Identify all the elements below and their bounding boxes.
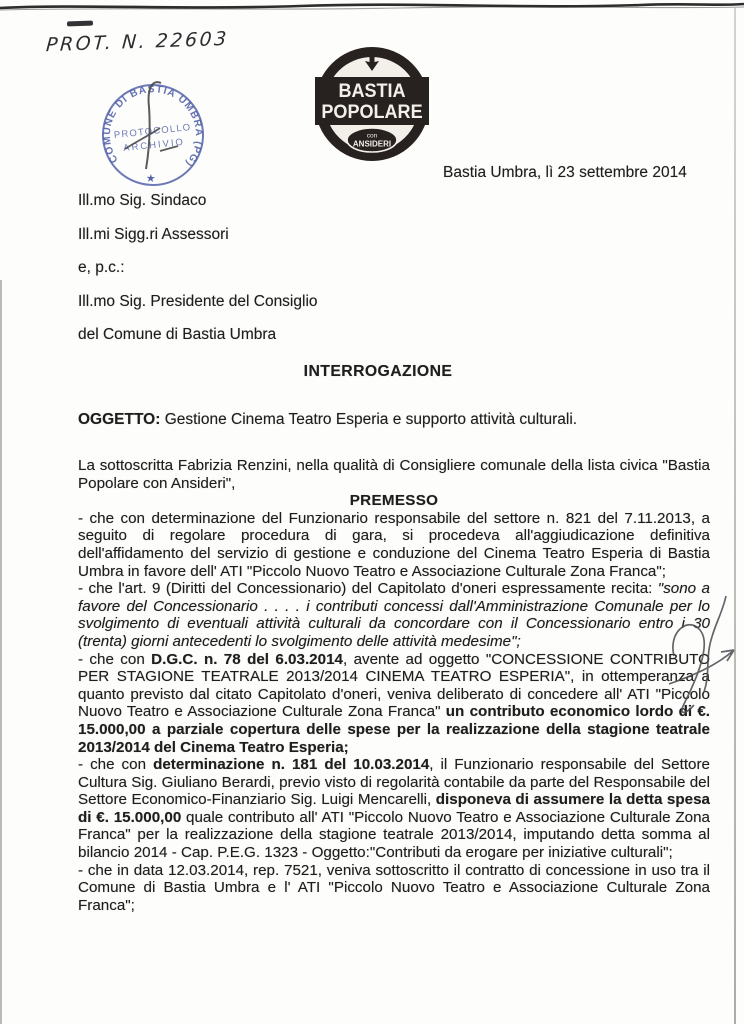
stamp-protocollo-text: PROTOCOLLO xyxy=(113,121,192,142)
recipient-line: e, p.c.: xyxy=(78,259,125,276)
recipient-line: del Comune di Bastia Umbra xyxy=(78,326,277,343)
document-title: INTERROGAZIONE xyxy=(303,363,453,380)
text-run: disponeva di assumere la detta spesa di €. 15.000,00 xyxy=(78,791,710,826)
text-run: determinazione n. 181 del 10.03.2014 xyxy=(153,756,430,774)
text-run: - che con xyxy=(78,756,154,774)
subject-line xyxy=(78,411,710,429)
logo-line1: BASTIA xyxy=(338,79,406,102)
text-run: - che con determinazione del Funzionario responsabile del settore n. 821 del 7.11.2013, a seguito di regolare procedura di gara, si procedeva all'aggiudicazione definitiva dell'affidamento del servizio di gestione e conduzione del Cinema Teatro Esperia di Bastia Umbra in favore dell' ATI "Piccolo Nuovo Teatro e Associazione Culturale Zona Franca"; xyxy=(78,509,710,580)
text-run: , avente ad oggetto "CONCESSIONE CONTRIBUTO PER STAGIONE TEATRALE 2013/2014 CINEMA TEATRO ESPERIA", in ottemperanza a quanto previsto dal citato Capitolato d'oneri, veniva deliberato di concedere all' ATI "Piccolo Nuovo Teatro e Associazione Culturale Zona Franca" xyxy=(78,650,710,721)
paragraph xyxy=(78,651,710,757)
document-body xyxy=(78,457,710,914)
paragraph xyxy=(78,580,710,650)
paragraph xyxy=(78,756,710,862)
text-run: , il Funzionario responsabile del Settore Cultura Sig. Giuliano Berardi, previo visto di regolarità contabile da parte del Responsabile del Settore Economico-Finanziario Sig. Luigi Mencarelli, xyxy=(78,756,710,809)
scan-edge-left xyxy=(0,280,2,1024)
text-run: - che in data 12.03.2014, rep. 7521, veniva sottoscritto il contratto di concessione in uso tra il Comune di Bastia Umbra e l' ATI "Piccolo Nuovo Teatro e Associazione Culturale Zona Franca"; xyxy=(78,861,710,914)
protocol-stamp xyxy=(92,74,214,196)
text-run: - che l'art. 9 (Diritti del Concessionario) del Capitolato d'oneri espressamente recita: xyxy=(78,580,658,598)
text-run: - che con xyxy=(78,650,152,668)
party-logo xyxy=(312,44,432,164)
stamp-archivio-text: ARCHIVIO xyxy=(122,136,186,155)
subject-text: Gestione Cinema Teatro Esperia e supporto attività culturali. xyxy=(160,411,578,428)
pen-dash-mark xyxy=(67,21,93,27)
recipient-line: Ill.mo Sig. Presidente del Consiglio xyxy=(78,292,318,310)
text-run: D.G.C. n. 78 del 6.03.2014 xyxy=(151,650,343,668)
scan-edge-top xyxy=(0,0,744,16)
date-line: Bastia Umbra, lì 23 settembre 2014 xyxy=(443,164,687,181)
subject-label: OGGETTO: xyxy=(78,411,161,428)
paragraph xyxy=(78,862,710,915)
recipient-line: Ill.mo Sig. Sindaco xyxy=(78,192,207,209)
protocol-number-handwritten: PROT. N. 22603 xyxy=(45,27,230,57)
recipient-line: Ill.mi Sigg.ri Assessori xyxy=(78,225,229,243)
logo-sub1: con xyxy=(366,132,378,140)
stamp-star-icon: ★ xyxy=(145,172,156,186)
text-run: "sono a favore del Concessionario . . . . i contributi concessi dall'Amministrazione Comunale per lo svolgimento di eventuali attività culturali da concordare con il Concessionario entro i 30 (trenta) giorni antecedenti lo svolgimento delle attività medesime"; xyxy=(78,580,710,650)
section-heading: PREMESSO xyxy=(349,492,439,510)
logo-sub2: ANSIDERI xyxy=(352,139,392,149)
scan-edge-right xyxy=(734,8,736,1024)
paragraph xyxy=(78,510,710,580)
stamp-ring-text: COMUNE DI BASTIA UMBRA (PG) xyxy=(101,84,205,170)
text-run: un contributo economico lordo di €. 15.000,00 a parziale copertura delle spese per la realizzazione della stagione teatrale 2013/2014 del Cinema Teatro Esperia; xyxy=(78,703,710,756)
logo-line2: POPOLARE xyxy=(321,100,423,123)
paragraph xyxy=(78,457,710,492)
recipients-block xyxy=(78,184,318,352)
text-run: La sottoscritta Fabrizia Renzini, nella qualità di Consigliere comunale della lista civica "Bastia Popolare con Ansideri", xyxy=(78,457,710,492)
text-run: quale contributo all' ATI "Piccolo Nuovo Teatro e Associazione Culturale Zona Franca" per la realizzazione della stagione teatrale 2013/2014, imputando detta somma al bilancio 2014 - Cap. P.E.G. 1323 - Oggetto:"Contributi da erogare per iniziative culturali"; xyxy=(78,808,710,862)
pen-initials xyxy=(664,586,744,744)
